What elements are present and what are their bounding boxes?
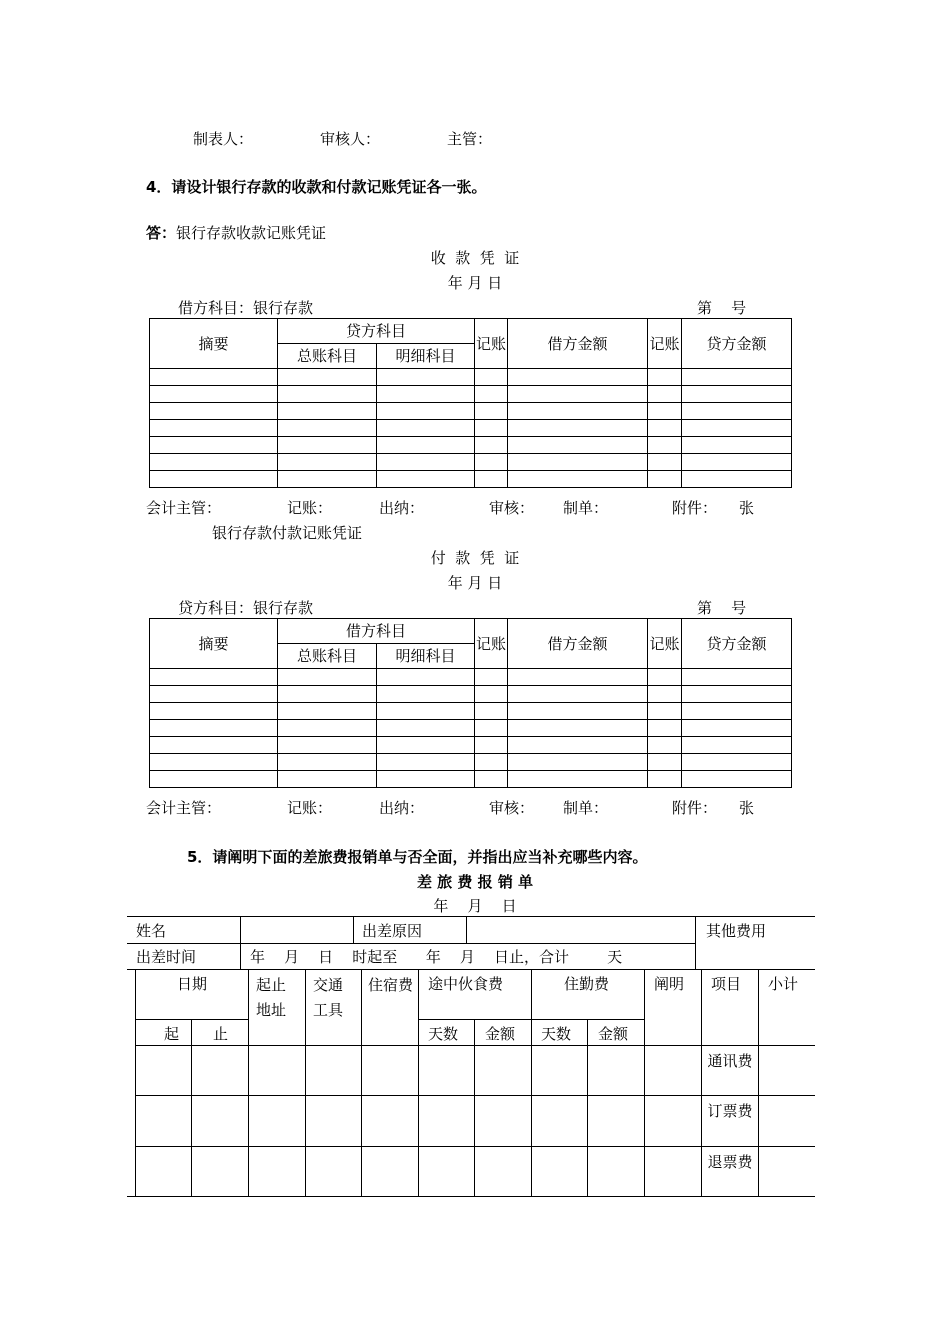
lodging-label: 住宿费 [368, 976, 414, 994]
header-credit-amount: 贷方金额 [682, 319, 792, 369]
table-row [150, 669, 792, 686]
receipt-footer-cashier: 出纳： [379, 499, 425, 517]
divider [361, 969, 362, 1197]
header-credit-amount: 贷方金额 [682, 619, 792, 669]
date-column-label: 日期 [177, 975, 208, 993]
travel-time-label: 出差时间 [136, 948, 197, 966]
answer-text: 银行存款收款记账凭证 [176, 224, 327, 242]
receipt-voucher-date: 年 月 日 [447, 274, 503, 292]
header-general-ledger: 总账科目 [278, 644, 377, 669]
table-row [150, 737, 792, 754]
answer-label: 答： [146, 224, 177, 242]
header-posted-1: 记账 [475, 319, 508, 369]
preparer-label: 制表人： [193, 130, 254, 148]
subtotal-label: 小计 [768, 975, 799, 993]
duty-label: 住勤费 [564, 975, 610, 993]
divider [240, 916, 241, 944]
divider [127, 943, 695, 944]
item-booking: 订票费 [707, 1102, 753, 1120]
receipt-footer-unit: 张 [739, 499, 755, 517]
table-row [150, 720, 792, 737]
receipt-debit-account: 借方科目：银行存款 [178, 299, 314, 317]
divider [135, 1045, 815, 1046]
header-debit-amount: 借方金额 [508, 619, 648, 669]
divider [531, 969, 532, 1197]
payment-credit-account: 贷方科目：银行存款 [178, 599, 314, 617]
other-expenses-label: 其他费用 [706, 922, 767, 940]
duty-days-label: 天数 [541, 1025, 572, 1043]
payment-voucher-date: 年 月 日 [447, 574, 503, 592]
header-debit-amount: 借方金额 [508, 319, 648, 369]
question-5-title: 5．请阐明下面的差旅费报销单与否全面，并指出应当补充哪些内容。 [187, 848, 648, 866]
divider [758, 969, 759, 1197]
answer-line [146, 222, 326, 243]
divider [418, 969, 419, 1197]
name-label: 姓名 [136, 922, 167, 940]
table-row [150, 386, 792, 403]
transport-label: 交通工具 [313, 976, 344, 1019]
divider [135, 969, 136, 1197]
duty-amount-label: 金额 [598, 1025, 629, 1043]
table-row [150, 403, 792, 420]
item-communication: 通讯费 [707, 1052, 753, 1070]
start-label: 起 [164, 1025, 180, 1043]
receipt-voucher-title: 收 款 凭 证 [430, 249, 520, 267]
payment-footer-attachments: 附件： [672, 799, 718, 817]
divider [466, 916, 467, 944]
end-label: 止 [213, 1025, 229, 1043]
place-label: 起止地址 [256, 976, 287, 1019]
receipt-footer-attachments: 附件： [672, 499, 718, 517]
receipt-voucher-table [149, 318, 792, 488]
header-general-ledger: 总账科目 [278, 344, 377, 369]
payment-caption: 银行存款付款记账凭证 [212, 524, 363, 542]
table-row [150, 420, 792, 437]
reviewer-label: 审核人： [320, 130, 381, 148]
header-debit-accounts: 借方科目 [278, 619, 475, 644]
payment-footer-audit: 审核： [489, 799, 535, 817]
receipt-footer-chief: 会计主管： [146, 499, 222, 517]
payment-footer-chief: 会计主管： [146, 799, 222, 817]
payment-voucher-table [149, 618, 792, 788]
payment-voucher-number: 第 号 [697, 599, 747, 617]
header-posted-2: 记账 [648, 319, 682, 369]
header-summary: 摘要 [150, 619, 278, 669]
header-posted-1: 记账 [475, 619, 508, 669]
payment-footer-maker: 制单： [563, 799, 609, 817]
table-row [150, 771, 792, 788]
receipt-voucher-number: 第 号 [697, 299, 747, 317]
meals-label: 途中伙食费 [428, 975, 504, 993]
divider [418, 1019, 644, 1020]
question-4-title: 4．请设计银行存款的收款和付款记账凭证各一张。 [146, 178, 487, 196]
receipt-footer-audit: 审核： [489, 499, 535, 517]
receipt-footer-bookkeeper: 记账： [287, 499, 333, 517]
divider [701, 969, 702, 1197]
table-row [150, 754, 792, 771]
divider [644, 969, 645, 1197]
divider [127, 969, 815, 970]
payment-footer-bookkeeper: 记账： [287, 799, 333, 817]
table-row [150, 437, 792, 454]
receipt-footer-maker: 制单： [563, 499, 609, 517]
meal-amount-label: 金额 [485, 1025, 516, 1043]
travel-form-bottom-border [127, 1196, 815, 1197]
travel-form-top-border [127, 916, 815, 917]
table-row [150, 369, 792, 386]
header-detail-account: 明细科目 [377, 644, 475, 669]
divider [305, 969, 306, 1197]
divider [135, 1146, 815, 1147]
payment-footer-cashier: 出纳： [379, 799, 425, 817]
divider [248, 969, 249, 1197]
header-credit-accounts: 贷方科目 [278, 319, 475, 344]
divider [240, 943, 241, 970]
table-row [150, 471, 792, 488]
travel-form-date: 年 月 日 [433, 897, 517, 915]
divider [135, 1095, 815, 1096]
header-summary: 摘要 [150, 319, 278, 369]
divider [695, 916, 696, 970]
header-posted-2: 记账 [648, 619, 682, 669]
header-detail-account: 明细科目 [377, 344, 475, 369]
travel-form-title: 差 旅 费 报 销 单 [416, 873, 534, 891]
meal-days-label: 天数 [428, 1025, 459, 1043]
divider [353, 916, 354, 944]
payment-footer-unit: 张 [739, 799, 755, 817]
item-label: 项目 [711, 975, 742, 993]
table-row [150, 703, 792, 720]
table-row [150, 454, 792, 471]
supervisor-label: 主管： [447, 130, 493, 148]
explain-label: 阐明 [654, 975, 685, 993]
travel-time-value: 年 月 日 时起至 年 月 日止，合计 天 [250, 948, 623, 966]
payment-voucher-title: 付 款 凭 证 [430, 549, 520, 567]
table-row [150, 686, 792, 703]
item-refund: 退票费 [707, 1153, 753, 1171]
reason-label: 出差原因 [362, 922, 423, 940]
